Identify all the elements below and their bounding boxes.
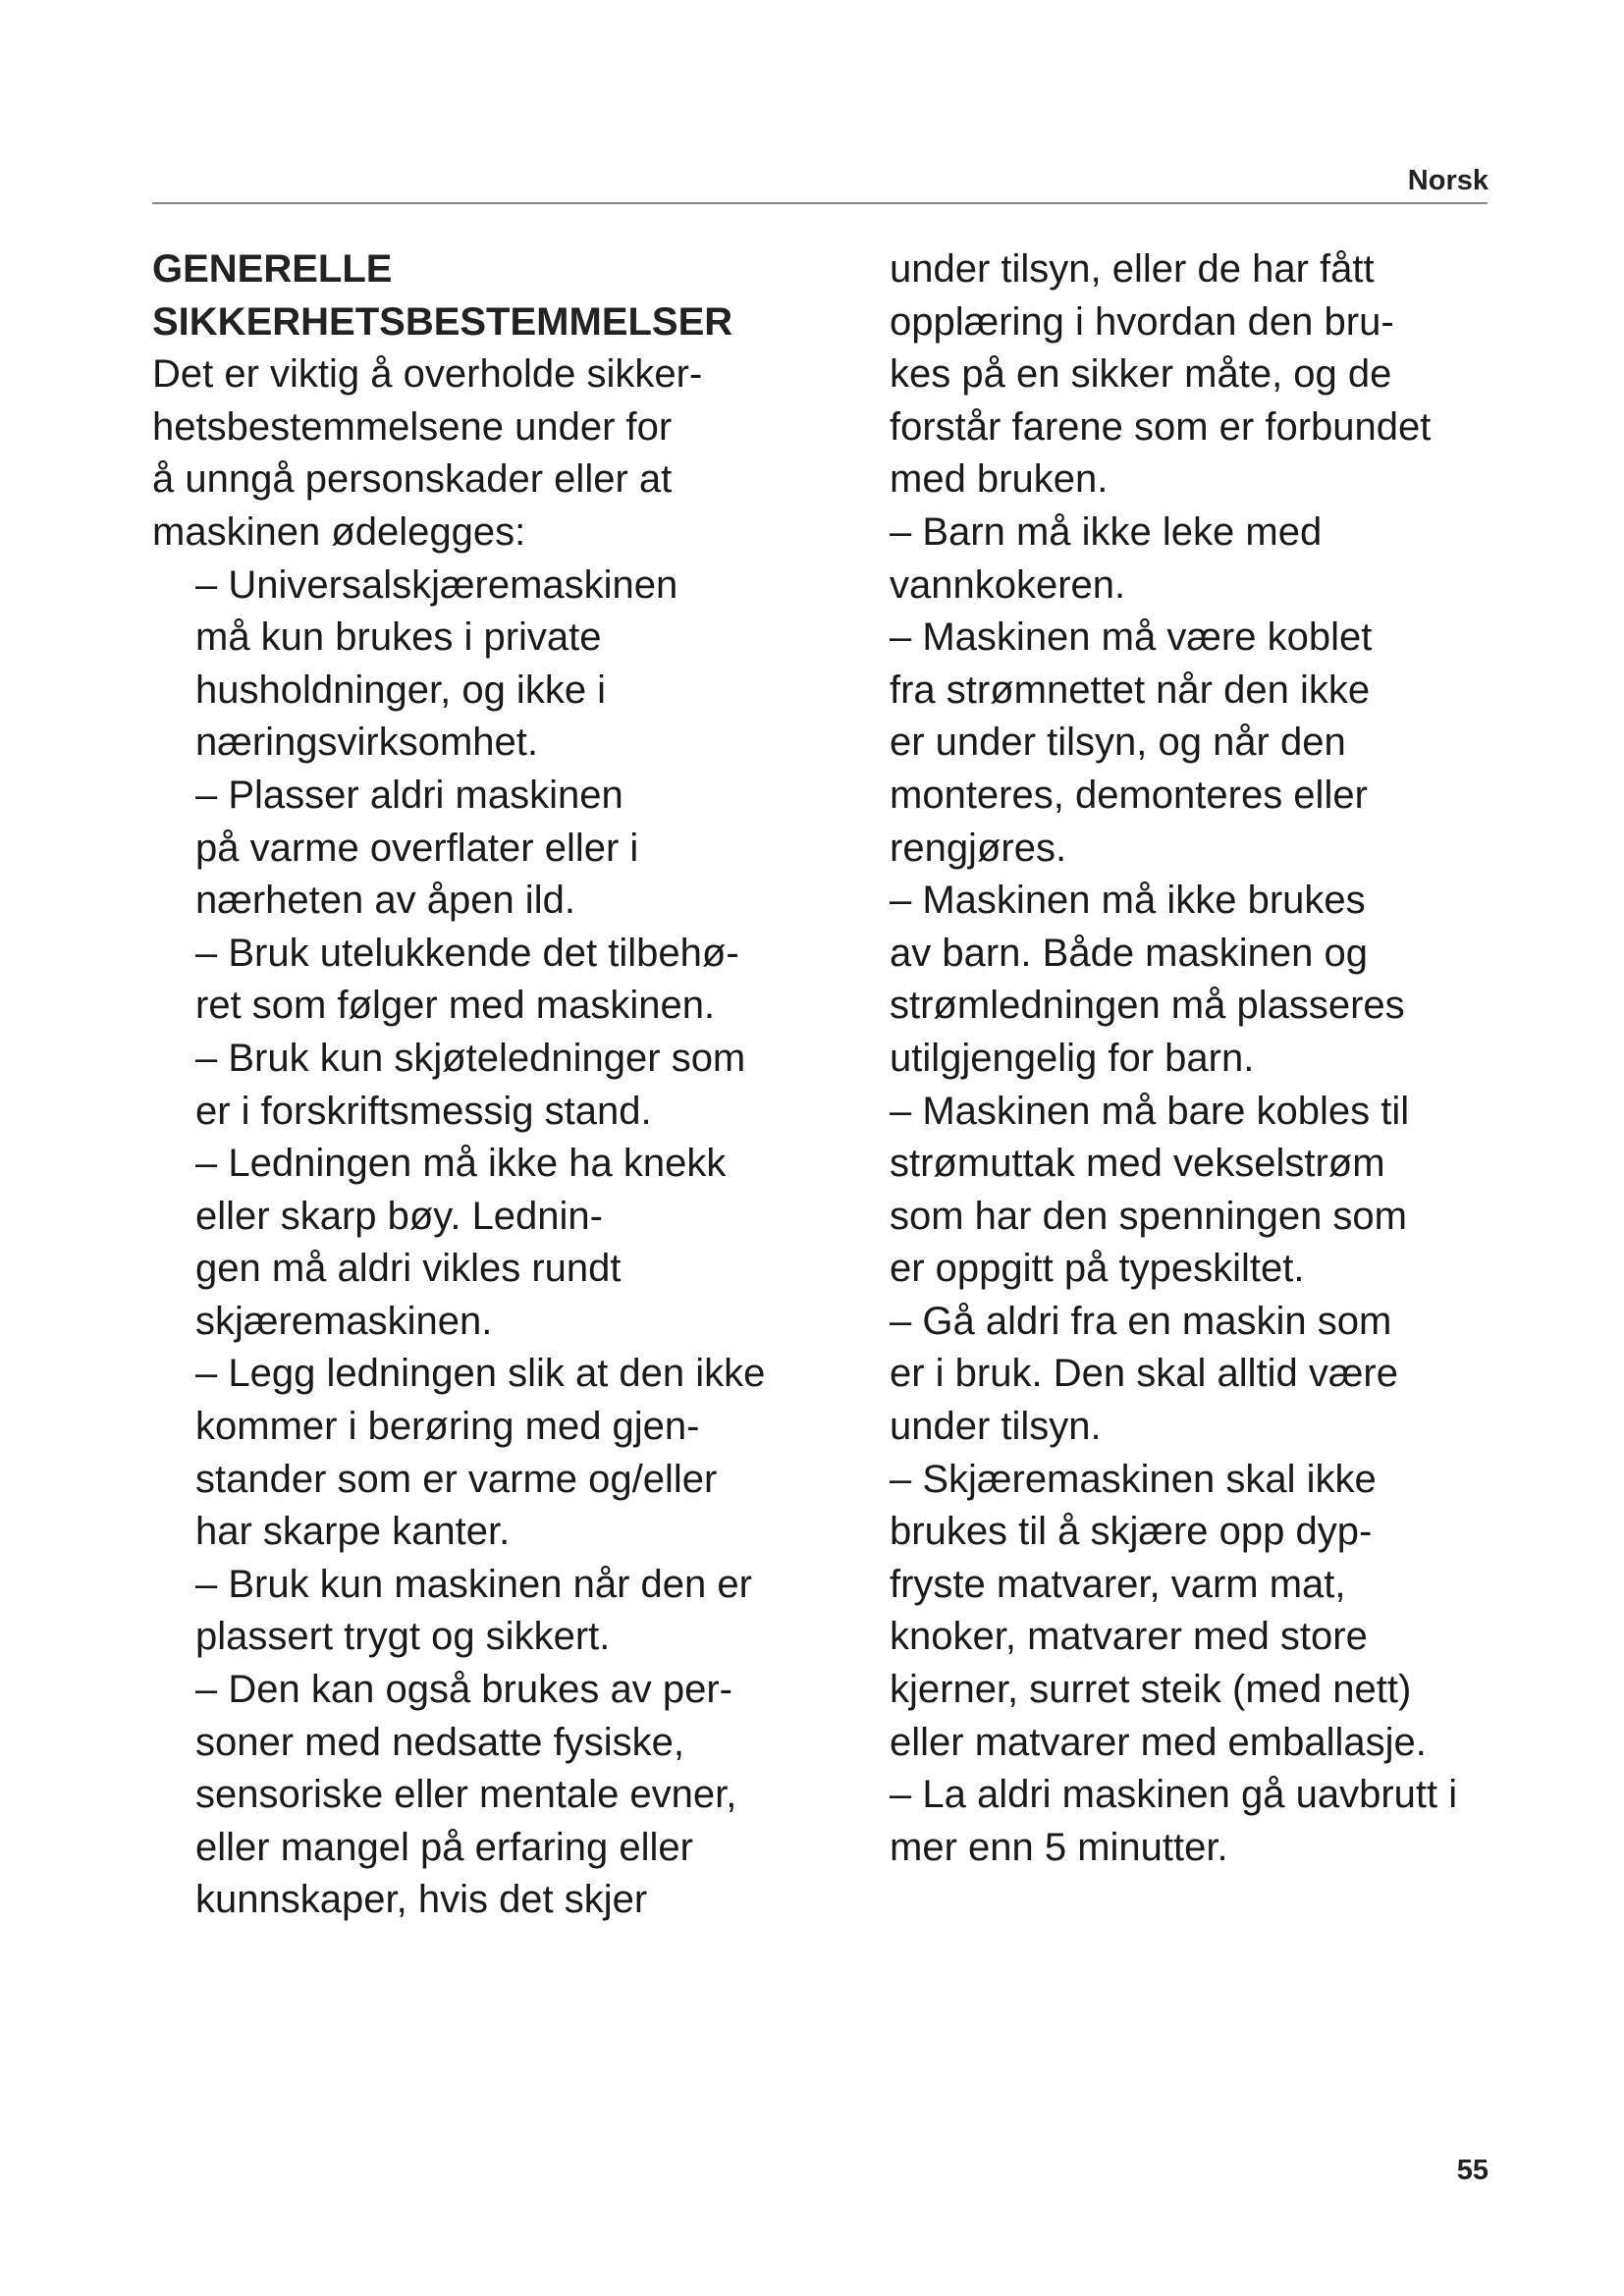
- intro-line: å unngå personskader eller at: [152, 457, 673, 502]
- header-divider: [152, 202, 1488, 204]
- list-line: – Universalskjæremaskinen: [195, 562, 678, 607]
- list-line: kjerner, surret steik (med nett): [890, 1668, 1412, 1712]
- intro-line: maskinen ødelegges:: [152, 509, 526, 554]
- list-line: opplæring i hvordan den bru-: [890, 299, 1394, 344]
- list-line: – Barn må ikke leke med: [890, 509, 1323, 554]
- list-line: – Bruk kun maskinen når den er: [195, 1562, 752, 1606]
- right-column: [890, 243, 1538, 1874]
- list-line: nærheten av åpen ild.: [195, 879, 575, 923]
- list-line: rengjøres.: [890, 826, 1067, 870]
- list-line: – Bruk kun skjøteledninger som: [195, 1036, 746, 1080]
- list-line: strømuttak med vekselstrøm: [890, 1142, 1385, 1186]
- list-line: har skarpe kanter.: [195, 1510, 511, 1554]
- list-line: med bruken.: [890, 457, 1109, 502]
- list-line: eller matvarer med emballasje.: [890, 1720, 1427, 1764]
- list-line: under tilsyn.: [890, 1405, 1102, 1449]
- list-line: ret som følger med maskinen.: [195, 984, 716, 1028]
- list-line: forstår farene som er forbundet: [890, 404, 1432, 449]
- list-line: er i forskriftsmessig stand.: [195, 1089, 652, 1133]
- list-line: – Maskinen må være koblet: [890, 615, 1373, 660]
- list-line: som har den spenningen som: [890, 1194, 1407, 1238]
- header-language-label: Norsk: [1407, 165, 1489, 196]
- section-heading-line: SIKKERHETSBESTEMMELSER: [152, 299, 733, 344]
- list-line: mer enn 5 minutter.: [890, 1825, 1228, 1869]
- list-line: brukes til å skjære opp dyp-: [890, 1510, 1373, 1554]
- list-line: monteres, demonteres eller: [890, 773, 1368, 817]
- list-line: – Gå aldri fra en maskin som: [890, 1299, 1392, 1343]
- list-line: på varme overflater eller i: [195, 826, 639, 870]
- list-line: kes på en sikker måte, og de: [890, 352, 1392, 397]
- list-line: skjæremaskinen.: [195, 1299, 493, 1343]
- list-line: eller skarp bøy. Lednin-: [195, 1194, 603, 1238]
- list-line: er i bruk. Den skal alltid være: [890, 1352, 1398, 1396]
- list-line: plassert trygt og sikkert.: [195, 1615, 611, 1659]
- list-line: må kun brukes i private: [195, 615, 602, 660]
- list-line: – Den kan også brukes av per-: [195, 1668, 732, 1712]
- list-line: – Plasser aldri maskinen: [195, 773, 623, 817]
- intro-line: Det er viktig å overholde sikker-: [152, 352, 703, 397]
- list-line: kommer i berøring med gjen-: [195, 1405, 700, 1449]
- list-line: – Skjæremaskinen skal ikke: [890, 1457, 1377, 1501]
- list-line: sensoriske eller mentale evner,: [195, 1773, 737, 1817]
- left-column: [152, 243, 839, 1927]
- list-line: soner med nedsatte fysiske,: [195, 1720, 685, 1764]
- list-line: – La aldri maskinen gå uavbrutt i: [890, 1773, 1458, 1817]
- list-line: næringsvirksomhet.: [195, 721, 539, 765]
- list-line: – Maskinen må bare kobles til: [890, 1089, 1410, 1133]
- list-line: vannkokeren.: [890, 562, 1126, 607]
- list-line: fra strømnettet når den ikke: [890, 667, 1371, 712]
- page-number: 55: [1456, 2155, 1489, 2186]
- list-line: stander som er varme og/eller: [195, 1457, 718, 1501]
- list-line: utilgjengelig for barn.: [890, 1036, 1255, 1080]
- list-line: – Ledningen må ikke ha knekk: [195, 1142, 727, 1186]
- list-line: gen må aldri vikles rundt: [195, 1247, 622, 1291]
- list-line: fryste matvarer, varm mat,: [890, 1562, 1346, 1606]
- section-heading-line: GENERELLE: [152, 247, 393, 291]
- list-line: under tilsyn, eller de har fått: [890, 247, 1375, 291]
- list-line: kunnskaper, hvis det skjer: [195, 1878, 648, 1922]
- list-line: – Maskinen må ikke brukes: [890, 879, 1366, 923]
- list-line: husholdninger, og ikke i: [195, 667, 607, 712]
- list-line: er under tilsyn, og når den: [890, 721, 1346, 765]
- list-line: – Legg ledningen slik at den ikke: [195, 1352, 766, 1396]
- list-line: knoker, matvarer med store: [890, 1615, 1368, 1659]
- list-line: eller mangel på erfaring eller: [195, 1825, 693, 1869]
- list-line: – Bruk utelukkende det tilbehø-: [195, 931, 739, 975]
- intro-line: hetsbestemmelsene under for: [152, 404, 673, 449]
- list-line: er oppgitt på typeskiltet.: [890, 1247, 1305, 1291]
- list-line: av barn. Både maskinen og: [890, 931, 1368, 975]
- list-line: strømledningen må plasseres: [890, 984, 1405, 1028]
